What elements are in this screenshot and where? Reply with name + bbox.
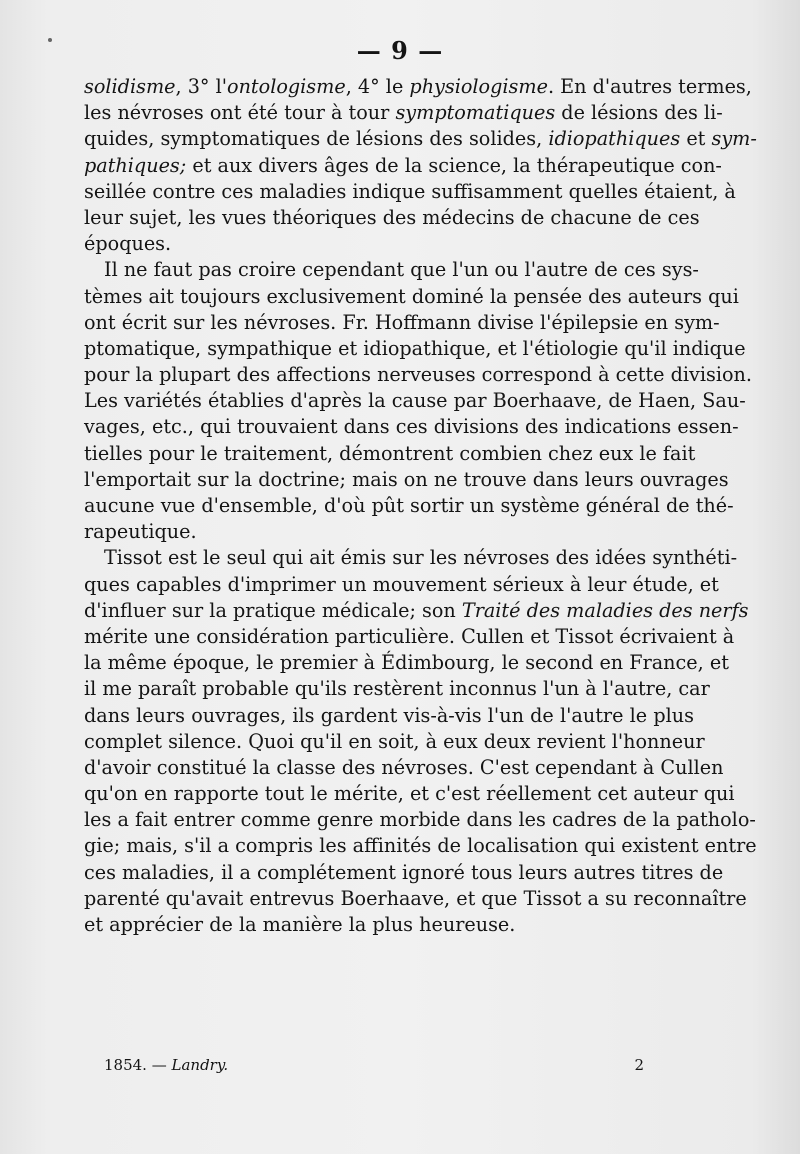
text-segment: aucune vue d'ensemble, d'où pût sortir un système général de thé-	[84, 494, 734, 517]
text-segment: ces maladies, il a complétement ignoré tous leurs autres titres de	[84, 860, 724, 884]
text-segment: Tissot est le seul qui ait émis sur les névroses des idées synthéti-	[104, 546, 738, 570]
text-segment: , 3° l'	[175, 75, 228, 98]
italic-text: ontologisme	[227, 75, 346, 98]
text-segment: vages, etc., qui trouvaient dans ces divisions des indications essen-	[84, 415, 739, 439]
text-line	[84, 703, 694, 729]
text-segment: et apprécier de la manière la plus heureuse.	[84, 913, 516, 936]
italic-text: pathiques;	[84, 153, 187, 177]
text-segment: mérite une considération particulière. Cullen et Tissot écrivaient à	[84, 624, 735, 648]
text-line	[84, 100, 723, 126]
text-segment: tielles pour le traitement, démontrent combien chez eux le fait	[84, 441, 696, 465]
text-segment: de lésions des li-	[555, 101, 723, 125]
footer-imprint	[104, 1056, 228, 1074]
text-segment: Les variétés établies d'après la cause par Boerhaave, de Haen, Sau-	[84, 389, 746, 413]
text-line	[84, 231, 694, 257]
text-segment: Il ne faut pas croire cependant que l'un ou l'autre de ces sys-	[104, 258, 699, 282]
text-segment: leur sujet, les vues théoriques des médecins de chacune de ces	[84, 205, 700, 229]
text-line	[84, 676, 710, 702]
text-segment: pour la plupart des affections nerveuses correspond à cette division.	[84, 363, 752, 387]
text-line	[84, 362, 752, 388]
italic-text: symptomatiques	[395, 101, 556, 125]
text-line	[84, 598, 749, 624]
italic-text: idiopathiques	[548, 127, 681, 151]
text-line	[84, 153, 722, 179]
text-line	[84, 912, 694, 938]
text-line	[84, 860, 724, 886]
footer-year: 1854.	[104, 1056, 147, 1074]
text-line	[84, 886, 747, 912]
page-footer	[104, 1056, 644, 1074]
text-segment: il me paraît probable qu'ils restèrent inconnus l'un à l'autre, car	[84, 677, 710, 701]
text-segment: d'avoir constitué la classe des névroses. C'est cependant à Cullen	[84, 755, 724, 779]
text-segment: les névroses ont été tour à tour	[84, 101, 396, 125]
text-line	[84, 179, 736, 205]
text-segment: gie; mais, s'il a compris les affinités de localisation qui existent entre	[84, 834, 757, 858]
text-line	[84, 467, 729, 493]
text-segment: les a fait entrer comme genre morbide dans les cadres de la patholo-	[84, 808, 756, 832]
footer-dash: —	[146, 1056, 172, 1074]
body-text	[84, 74, 757, 938]
text-line	[84, 729, 705, 755]
text-line	[84, 545, 738, 571]
signature-mark: 2	[634, 1056, 644, 1074]
text-segment: tèmes ait toujours exclusivement dominé la pensée des auteurs qui	[84, 284, 739, 308]
text-line	[84, 126, 757, 152]
text-segment: ptomatique, sympathique et idiopathique, et l'étiologie qu'il indique	[84, 336, 746, 360]
text-segment: complet silence. Quoi qu'il en soit, à eux deux revient l'honneur	[84, 729, 705, 753]
text-segment: ques capables d'imprimer un mouvement sérieux à leur étude, et	[84, 572, 719, 596]
text-segment: d'influer sur la pratique médicale; son	[84, 598, 462, 622]
text-segment: dans leurs ouvrages, ils gardent vis-à-vis l'un de l'autre le plus	[84, 703, 694, 727]
text-line	[84, 807, 756, 833]
text-line	[84, 624, 735, 650]
italic-text: Traité des maladies des nerfs	[461, 598, 749, 622]
text-line	[84, 572, 719, 598]
italic-text: physiologisme	[409, 75, 548, 98]
text-line	[84, 257, 699, 283]
text-line	[84, 310, 720, 336]
text-line	[84, 414, 739, 440]
text-segment: , 4° le	[345, 75, 410, 98]
text-segment: et aux divers âges de la science, la thérapeutique con-	[186, 153, 722, 177]
text-line	[84, 441, 694, 467]
text-line	[84, 781, 735, 807]
italic-text: sym-	[711, 127, 757, 151]
text-segment: ont écrit sur les névroses. Fr. Hoffmann divise l'épilepsie en sym-	[84, 310, 720, 334]
text-line	[84, 519, 694, 545]
text-segment: qu'on en rapporte tout le mérite, et c'est réellement cet auteur qui	[84, 782, 735, 806]
text-segment: seillée contre ces maladies indique suffisamment quelles étaient, à	[84, 179, 736, 203]
text-line	[84, 205, 700, 231]
text-line	[84, 493, 734, 519]
text-line	[84, 833, 757, 859]
text-line	[84, 755, 724, 781]
page-number: — 9 —	[356, 36, 444, 65]
text-line	[84, 650, 729, 676]
footer-author: Landry.	[171, 1056, 229, 1074]
text-segment: rapeutique.	[84, 520, 197, 544]
text-segment: l'emportait sur la doctrine; mais on ne trouve dans leurs ouvrages	[84, 467, 729, 491]
text-segment: la même époque, le premier à Édimbourg, le second en France, et	[84, 651, 729, 675]
text-line	[84, 336, 746, 362]
text-segment: et	[680, 127, 712, 151]
text-line	[84, 284, 739, 310]
text-line	[84, 74, 752, 100]
text-segment: . En d'autres termes,	[547, 75, 752, 98]
text-segment: quides, symptomatiques de lésions des solides,	[84, 127, 549, 151]
text-line	[84, 388, 746, 414]
text-segment: parenté qu'avait entrevus Boerhaave, et que Tissot a su reconnaître	[84, 886, 747, 910]
italic-text: solidisme	[84, 75, 176, 98]
text-segment: époques.	[84, 232, 172, 256]
